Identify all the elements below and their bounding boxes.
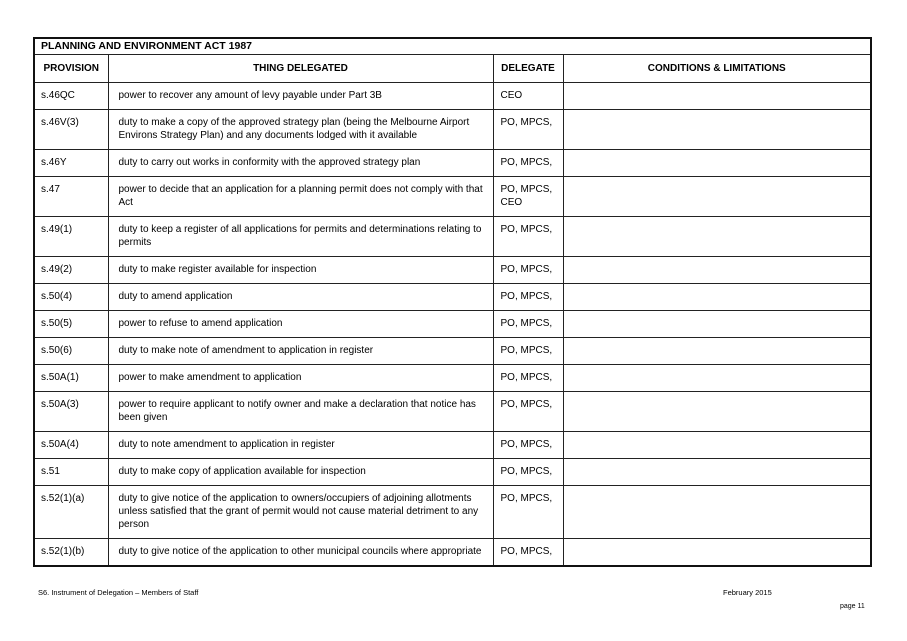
column-header-conditions: CONDITIONS & LIMITATIONS — [563, 55, 871, 83]
conditions-cell — [563, 392, 871, 432]
column-header-thing-delegated: THING DELEGATED — [108, 55, 493, 83]
delegation-table — [33, 37, 872, 567]
table-row — [34, 459, 871, 486]
conditions-cell — [563, 83, 871, 110]
delegate-cell: PO, MPCS, CEO — [493, 177, 563, 217]
delegate-cell: PO, MPCS, — [493, 338, 563, 365]
column-header-provision: PROVISION — [34, 55, 108, 83]
provision-cell: s.49(2) — [34, 257, 108, 284]
conditions-cell — [563, 257, 871, 284]
delegate-cell: PO, MPCS, — [493, 284, 563, 311]
table-row — [34, 486, 871, 539]
footer-document-title: S6. Instrument of Delegation – Members of Staff — [38, 588, 199, 597]
thing-delegated-cell: duty to make copy of application available for inspection — [108, 459, 493, 486]
table-row — [34, 311, 871, 338]
provision-cell: s.46V(3) — [34, 110, 108, 150]
conditions-cell — [563, 539, 871, 567]
conditions-cell — [563, 432, 871, 459]
delegate-cell: PO, MPCS, — [493, 311, 563, 338]
conditions-cell — [563, 284, 871, 311]
delegate-cell: PO, MPCS, — [493, 486, 563, 539]
footer-date: February 2015 — [723, 588, 772, 597]
thing-delegated-cell: power to require applicant to notify owner and make a declaration that notice has been given — [108, 392, 493, 432]
thing-delegated-cell: duty to make register available for inspection — [108, 257, 493, 284]
conditions-cell — [563, 311, 871, 338]
provision-cell: s.49(1) — [34, 217, 108, 257]
delegate-cell: PO, MPCS, — [493, 392, 563, 432]
thing-delegated-cell: duty to amend application — [108, 284, 493, 311]
conditions-cell — [563, 217, 871, 257]
thing-delegated-cell: duty to make note of amendment to application in register — [108, 338, 493, 365]
provision-cell: s.50(4) — [34, 284, 108, 311]
conditions-cell — [563, 150, 871, 177]
thing-delegated-cell: duty to keep a register of all applications for permits and determinations relating to permits — [108, 217, 493, 257]
provision-cell: s.50A(3) — [34, 392, 108, 432]
column-header-delegate: DELEGATE — [493, 55, 563, 83]
conditions-cell — [563, 177, 871, 217]
provision-cell: s.51 — [34, 459, 108, 486]
conditions-cell — [563, 110, 871, 150]
table-row — [34, 338, 871, 365]
thing-delegated-cell: power to refuse to amend application — [108, 311, 493, 338]
thing-delegated-cell: duty to note amendment to application in register — [108, 432, 493, 459]
table-row — [34, 217, 871, 257]
table-row — [34, 177, 871, 217]
delegate-cell: PO, MPCS, — [493, 150, 563, 177]
table-row — [34, 392, 871, 432]
delegate-cell: PO, MPCS, — [493, 217, 563, 257]
thing-delegated-cell: power to decide that an application for a planning permit does not comply with that Act — [108, 177, 493, 217]
delegate-cell: PO, MPCS, — [493, 257, 563, 284]
thing-delegated-cell: power to recover any amount of levy payable under Part 3B — [108, 83, 493, 110]
thing-delegated-cell: duty to carry out works in conformity with the approved strategy plan — [108, 150, 493, 177]
provision-cell: s.52(1)(b) — [34, 539, 108, 567]
act-title: PLANNING AND ENVIRONMENT ACT 1987 — [34, 38, 871, 55]
delegate-cell: PO, MPCS, — [493, 110, 563, 150]
thing-delegated-cell: duty to give notice of the application to other municipal councils where appropriate — [108, 539, 493, 567]
provision-cell: s.47 — [34, 177, 108, 217]
provision-cell: s.46Y — [34, 150, 108, 177]
table-row — [34, 539, 871, 567]
table-row — [34, 284, 871, 311]
table-row — [34, 432, 871, 459]
provision-cell: s.50A(4) — [34, 432, 108, 459]
provision-cell: s.52(1)(a) — [34, 486, 108, 539]
provision-cell: s.50(6) — [34, 338, 108, 365]
conditions-cell — [563, 459, 871, 486]
table-row — [34, 257, 871, 284]
act-title-row — [34, 38, 871, 55]
footer-page-number: page 11 — [840, 603, 865, 610]
table-row — [34, 110, 871, 150]
delegate-cell: PO, MPCS, — [493, 365, 563, 392]
delegate-cell: PO, MPCS, — [493, 459, 563, 486]
provision-cell: s.46QC — [34, 83, 108, 110]
thing-delegated-cell: duty to make a copy of the approved strategy plan (being the Melbourne Airport Environs Strategy Plan) and any documents lodged with it available — [108, 110, 493, 150]
delegate-cell: CEO — [493, 83, 563, 110]
thing-delegated-cell: power to make amendment to application — [108, 365, 493, 392]
header-row — [34, 55, 871, 83]
delegate-cell: PO, MPCS, — [493, 432, 563, 459]
table-row — [34, 365, 871, 392]
table-row — [34, 83, 871, 110]
thing-delegated-cell: duty to give notice of the application to owners/occupiers of adjoining allotments unless satisfied that the grant of permit would not cause material detriment to any person — [108, 486, 493, 539]
conditions-cell — [563, 338, 871, 365]
conditions-cell — [563, 365, 871, 392]
delegate-cell: PO, MPCS, — [493, 539, 563, 567]
provision-cell: s.50(5) — [34, 311, 108, 338]
provision-cell: s.50A(1) — [34, 365, 108, 392]
table-row — [34, 150, 871, 177]
conditions-cell — [563, 486, 871, 539]
